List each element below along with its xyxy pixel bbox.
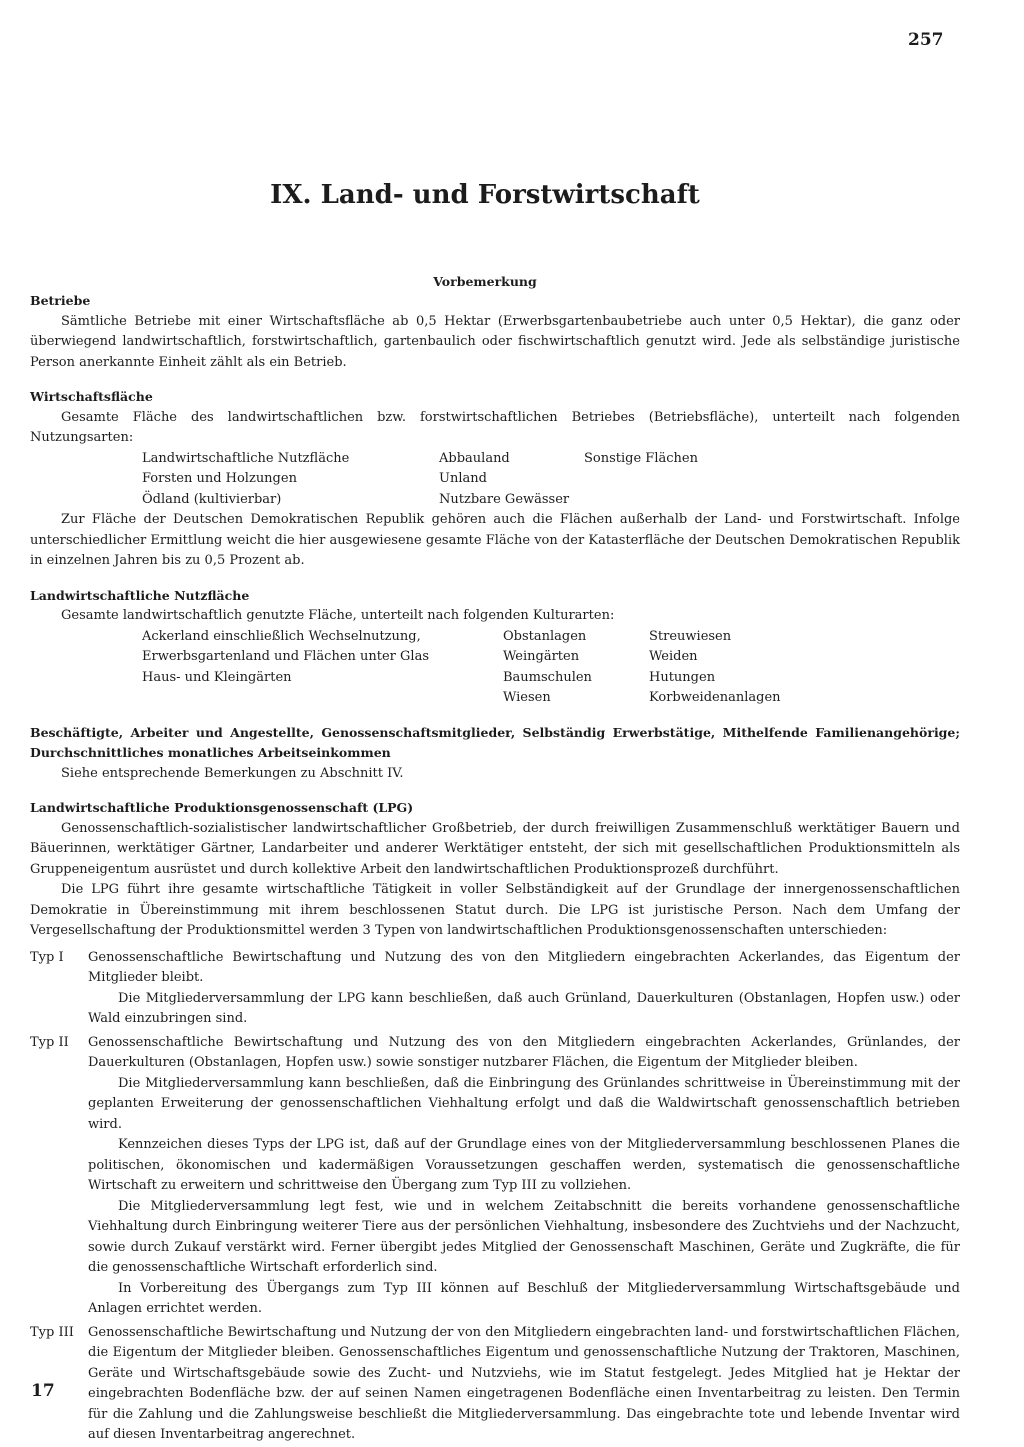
section-text-beschaeftigte: Siehe entsprechende Bemerkungen zu Abschnitt IV. xyxy=(61,765,404,781)
list-item: Landwirtschaftliche Nutzfläche xyxy=(142,450,350,466)
list-item: Korbweidenanlagen xyxy=(649,690,781,705)
type-label: Typ I xyxy=(30,949,64,965)
section-intro-nutzflaeche: Gesamte landwirtschaftlich genutzte Fläche, unterteilt nach folgenden Kulturarten: xyxy=(61,608,615,623)
type-block-1 xyxy=(30,948,960,1030)
document-body xyxy=(30,291,960,1446)
type-text: Genossenschaftliche Bewirtschaftung und Nutzung des von den Mitgliedern eingebrachten Ackerlandes, Grünlandes, der Dauerkulturen (Obstanlagen, Hopfen usw.) sowie sonstiger nutzbarer Flächen, die Eigentum der Mitglieder bleiben. xyxy=(88,1034,960,1070)
list-item: Nutzbare Gewässer xyxy=(439,491,570,507)
type-text: Die Mitgliederversammlung legt fest, wie und in welchem Zeitabschnitt die bereits vorhandene genossenschaftliche Viehhaltung durch Einbringung weiterer Tiere aus der persönlichen Viehhaltung, insbesondere des Zuchtviehs und der Nachzucht, sowie durch Zukauf verstärkt wird. Ferner übergibt jedes Mitglied der Genossenschaft Maschinen, Geräte und Zugkräfte, die für die genossenschaftliche Wirtschaft erforderlich sind. xyxy=(88,1198,960,1275)
signature-number: 17 xyxy=(31,1381,55,1401)
type-block-3 xyxy=(30,1323,960,1446)
list-item xyxy=(584,490,960,511)
section-text-wirtschaftsflaeche: Zur Fläche der Deutschen Demokratischen Republik gehören auch die Flächen außerhalb der Land- und Forstwirtschaft. Infolge unterschiedlicher Ermittlung weicht die hier ausgewiesene gesamte Fläche von der Katasterfläche der Deutschen Demokratischen Republik in einzelnen Jahren bis zu 0,5 Prozent ab. xyxy=(30,512,960,568)
chapter-title: IX. Land- und Forstwirtschaft xyxy=(270,180,700,210)
list-item: Weiden xyxy=(649,649,698,664)
list-item: Sonstige Flächen xyxy=(584,450,698,466)
section-heading-lpg: Landwirtschaftliche Produktionsgenossenschaft (LPG) xyxy=(30,800,414,815)
section-intro-wirtschaftsflaeche: Gesamte Fläche des landwirtschaftlichen bzw. forstwirtschaftlichen Betriebes (Betriebsfläche), unterteilt nach folgenden Nutzungsarten: xyxy=(30,409,960,445)
page-number: 257 xyxy=(908,30,944,50)
crop-type-list xyxy=(142,627,960,709)
list-item: Ödland (kultivierbar) xyxy=(142,491,282,507)
section-heading-betriebe: Betriebe xyxy=(30,293,91,308)
list-item: Haus- und Kleingärten xyxy=(142,669,292,685)
list-item: Wiesen xyxy=(503,690,551,705)
land-use-list xyxy=(142,449,960,511)
type-text: Genossenschaftliche Bewirtschaftung und Nutzung der von den Mitgliedern eingebrachten land- und forstwirtschaftlichen Flächen, die Eigentum der Mitglieder bleiben. Genossenschaftliches Eigentum und genossenschaftliche Nutzung der Traktoren, Maschinen, Geräte und Wirtschaftsgebäude sowie des Zucht- und Nutzviehs, wie im Statut festgelegt. Jedes Mitglied hat je Hektar der eingebrachten Bodenfläche bzw. der auf seinen Namen eingetragenen Bodenfläche einen Inventarbeitrag zu leisten. Den Termin für die Zahlung und die Zahlungsweise beschließt die Mitgliederversammlung. Das eingebrachte tote und lebende Inventar wird auf diesen Inventarbeitrag angerechnet. xyxy=(88,1324,960,1442)
type-label: Typ II xyxy=(30,1034,69,1050)
list-item: Streuwiesen xyxy=(649,628,732,644)
section-heading-nutzflaeche: Landwirtschaftliche Nutzfläche xyxy=(30,587,250,603)
section-text-lpg-1: Genossenschaftlich-sozialistischer landwirtschaftlicher Großbetrieb, der durch freiwilligen Zusammenschluß werktätiger Bauern und Bäuerinnen, werktätiger Gärtner, Landarbeiter und anderer Werktätiger entsteht, der sich mit gesellschaftlichen Produktionsmitteln als Gruppeneigentum ausrüstet und durch kollektive Arbeit den landwirtschaftlichen Produktionsprozeß durchführt. xyxy=(30,820,960,877)
type-text: Kennzeichen dieses Typs der LPG ist, daß auf der Grundlage eines von der Mitgliederversammlung beschlossenen Planes die politischen, ökonomischen und kadermäßigen Voraussetzungen geschaffen werden, systematisch die genossenschaftliche Wirtschaft zu erweitern und schrittweise den Übergang zum Typ III zu vollziehen. xyxy=(88,1137,960,1193)
type-text: Die Mitgliederversammlung kann beschließen, daß die Einbringung des Grünlandes schrittweise in Übereinstimmung mit der geplanten Erweiterung der genossenschaftlichen Viehhaltung erfolgt und daß die Waldwirtschaft genossenschaftlich betrieben wird. xyxy=(88,1075,960,1132)
list-item: Unland xyxy=(439,471,487,486)
list-item: Ackerland einschließlich Wechselnutzung, xyxy=(142,628,421,644)
type-label: Typ III xyxy=(30,1324,74,1340)
section-heading-wirtschaftsflaeche: Wirtschaftsfläche xyxy=(30,389,153,404)
type-text: In Vorbereitung des Übergangs zum Typ III können auf Beschluß der Mitgliederversammlung Wirtschaftsgebäude und Anlagen errichtet werden. xyxy=(88,1280,960,1316)
list-item: Hutungen xyxy=(649,669,716,685)
section-text-lpg-2: Die LPG führt ihre gesamte wirtschaftliche Tätigkeit in voller Selbständigkeit auf der Grundlage der innergenossenschaftlichen Demokratie in Übereinstimmung mit ihrem beschlossenen Statut durch. Die LPG ist juristische Person. Nach dem Umfang der Vergesellschaftung der Produktionsmittel werden 3 Typen von landwirtschaftlichen Produktionsgenossenschaften unterschieden: xyxy=(30,882,960,938)
section-text-betriebe: Sämtliche Betriebe mit einer Wirtschaftsfläche ab 0,5 Hektar (Erwerbsgartenbaubetriebe auch unter 0,5 Hektar), die ganz oder überwiegend landwirtschaftlich, forstwirtschaftlich, gartenbaulich oder fischwirtschaftlich genutzt wird. Jede als selbständige juristische Person anerkannte Einheit zählt als ein Betrieb. xyxy=(30,313,960,370)
list-item: Obstanlagen xyxy=(503,628,587,644)
list-item: Forsten und Holzungen xyxy=(142,471,297,486)
preface-heading: Vorbemerkung xyxy=(433,274,537,289)
list-item: Abbauland xyxy=(439,450,510,466)
type-text: Die Mitgliederversammlung der LPG kann beschließen, daß auch Grünland, Dauerkulturen (Obstanlagen, Hopfen usw.) oder Wald einzubringen sind. xyxy=(88,990,960,1026)
list-item: Baumschulen xyxy=(503,669,592,685)
type-block-2 xyxy=(30,1033,960,1320)
list-item: Erwerbsgartenland und Flächen unter Glas xyxy=(142,649,429,664)
list-item xyxy=(584,469,960,490)
list-item xyxy=(142,688,503,709)
section-heading-beschaeftigte: Beschäftigte, Arbeiter und Angestellte, Genossenschaftsmitglieder, Selbständig Erwerbstätige, Mithelfende Familienangehörige; Durchschnittliches monatliches Arbeitseinkommen xyxy=(30,724,960,760)
type-text: Genossenschaftliche Bewirtschaftung und Nutzung des von den Mitgliedern eingebrachten Ackerlandes, das Eigentum der Mitglieder bleibt. xyxy=(88,949,960,985)
list-item: Weingärten xyxy=(503,649,580,664)
